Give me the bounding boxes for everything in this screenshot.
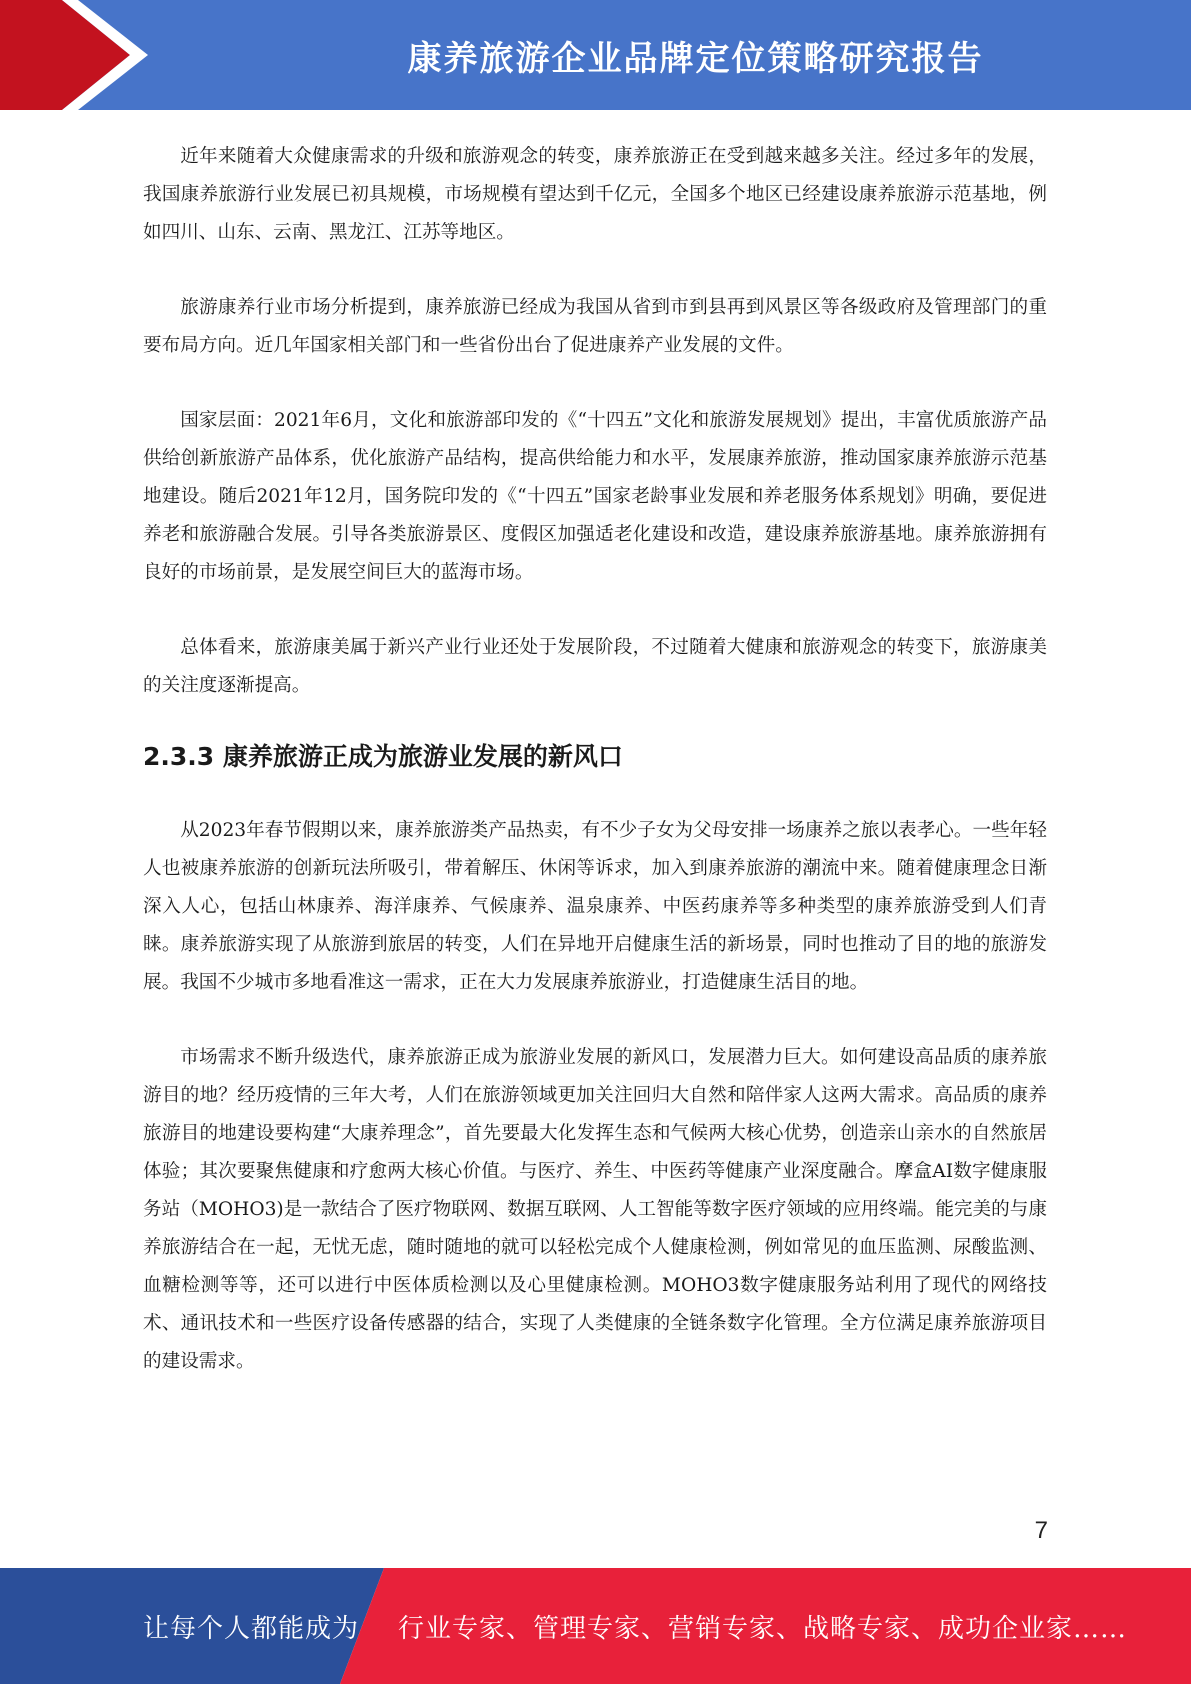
footer-slogan-right: 行业专家、管理专家、营销专家、战略专家、成功企业家…… bbox=[398, 1613, 1128, 1644]
report-title: 康养旅游企业品牌定位策略研究报告 bbox=[407, 38, 984, 79]
page-number: 7 bbox=[1034, 1517, 1048, 1544]
paragraph: 总体看来，旅游康美属于新兴产业行业还处于发展阶段，不过随着大健康和旅游观念的转变下，旅游康美的关注度逐渐提高。 bbox=[143, 637, 1047, 696]
paragraph: 从2023年春节假期以来，康养旅游类产品热卖，有不少子女为父母安排一场康养之旅以表孝心。一些年轻人也被康养旅游的创新玩法所吸引，带着解压、休闲等诉求，加入到康养旅游的潮流中来。随着健康理念日渐深入人心，包括山林康养、海洋康养、气候康养、温泉康养、中医药康养等多种类型的康养旅游受到人们青睐。康养旅游实现了从旅游到旅居的转变，人们在异地开启健康生活的新场景，同时也推动了目的地的旅游发展。我国不少城市多地看准这一需求，正在大力发展康养旅游业，打造健康生活目的地。 bbox=[143, 820, 1047, 993]
report-footer bbox=[0, 1568, 1191, 1684]
paragraph: 近年来随着大众健康需求的升级和旅游观念的转变，康养旅游正在受到越来越多关注。经过多年的发展，我国康养旅游行业发展已初具规模，市场规模有望达到千亿元，全国多个地区已经建设康养旅游示范基地，例如四川、山东、云南、黑龙江、江苏等地区。 bbox=[143, 146, 1047, 243]
section-heading: 2.3.3 康养旅游正成为旅游业发展的新风口 bbox=[143, 742, 623, 771]
footer-slogan-left: 让每个人都能成为 bbox=[143, 1613, 360, 1644]
paragraph: 市场需求不断升级迭代，康养旅游正成为旅游业发展的新风口，发展潜力巨大。如何建设高品质的康养旅游目的地？经历疫情的三年大考，人们在旅游领域更加关注回归大自然和陪伴家人这两大需求。高品质的康养旅游目的地建设要构建“大康养理念”，首先要最大化发挥生态和气候两大核心优势，创造亲山亲水的自然旅居体验；其次要聚焦健康和疗愈两大核心价值。与医疗、养生、中医药等健康产业深度融合。摩盒AI数字健康服务站（MOHO3)是一款结合了医疗物联网、数据互联网、人工智能等数字医疗领域的应用终端。能完美的与康养旅游结合在一起，无忧无虑，随时随地的就可以轻松完成个人健康检测，例如常见的血压监测、尿酸监测、血糖检测等等，还可以进行中医体质检测以及心里健康检测。MOHO3数字健康服务站利用了现代的网络技术、通讯技术和一些医疗设备传感器的结合，实现了人类健康的全链条数字化管理。全方位满足康养旅游项目的建设需求。 bbox=[143, 1047, 1047, 1372]
paragraph: 国家层面：2021年6月，文化和旅游部印发的《“十四五”文化和旅游发展规划》提出，丰富优质旅游产品供给创新旅游产品体系，优化旅游产品结构，提高供给能力和水平，发展康养旅游，推动国家康养旅游示范基地建设。随后2021年12月，国务院印发的《“十四五”国家老龄事业发展和养老服务体系规划》明确，要促进养老和旅游融合发展。引导各类旅游景区、度假区加强适老化建设和改造，建设康养旅游基地。康养旅游拥有良好的市场前景，是发展空间巨大的蓝海市场。 bbox=[143, 410, 1047, 583]
document-body bbox=[143, 138, 1047, 1418]
paragraph: 旅游康养行业市场分析提到，康养旅游已经成为我国从省到市到县再到风景区等各级政府及管理部门的重要布局方向。近几年国家相关部门和一些省份出台了促进康养产业发展的文件。 bbox=[143, 297, 1047, 356]
report-header bbox=[0, 0, 1191, 110]
